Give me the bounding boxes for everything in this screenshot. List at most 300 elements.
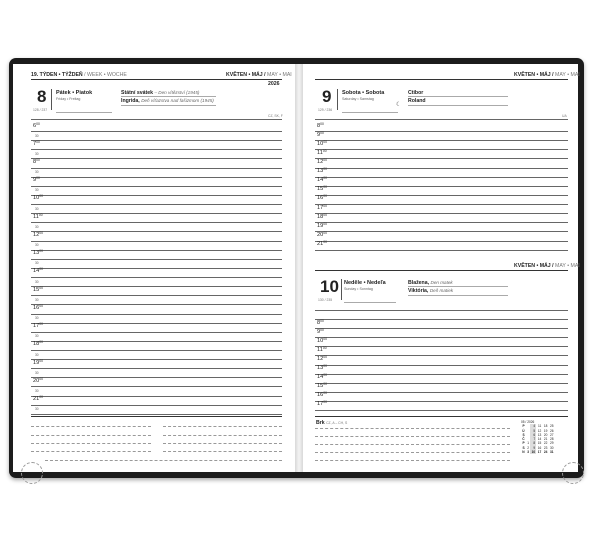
hour-number: 10 (317, 140, 324, 147)
hour-line (31, 332, 282, 333)
hour-number: 7 (33, 140, 37, 147)
hour-line (31, 405, 282, 406)
day-of-year: 128 / 237 (33, 108, 48, 112)
hour-number: 21 (317, 241, 324, 248)
hour-number: 16 (317, 195, 324, 202)
calendar-day: 8 (530, 441, 536, 445)
month-label-sunday-light: MAY • MAI (555, 263, 580, 269)
hour-minutes: 00 (323, 382, 328, 387)
note-line (45, 460, 282, 461)
hour-line (315, 222, 568, 223)
hour-number: 20 (33, 377, 40, 384)
hour-label-11 (317, 148, 327, 157)
calendar-day: 11 (537, 424, 542, 429)
hour-label-11 (317, 345, 327, 354)
sat-name-day-2: Roland (408, 98, 426, 104)
hour-number: 12 (317, 355, 324, 362)
calendar-day: 16 (537, 445, 542, 450)
hour-minutes: 00 (36, 157, 40, 162)
month-label-sunday (514, 263, 580, 269)
hour-label-19 (33, 358, 44, 367)
sun-name-rule (344, 302, 396, 303)
half-hour-mark: 30 (35, 261, 39, 266)
calendar-day: 30 (550, 445, 554, 450)
hour-line (315, 328, 568, 329)
weekday-label: Č (522, 437, 525, 442)
month-label-left (226, 72, 292, 78)
day-name-sub: Friday • Freitag (56, 97, 81, 101)
hour-number: 11 (317, 346, 323, 353)
hour-line (31, 168, 282, 169)
sat-name-day-1: Ctibor (408, 90, 424, 96)
hour-line (315, 204, 568, 205)
calendar-day: 23 (543, 445, 548, 450)
hour-minutes: 00 (323, 212, 328, 217)
hour-label-20 (317, 230, 328, 239)
header-bottom-rule (31, 119, 282, 120)
half-hour-mark: 30 (35, 297, 39, 302)
sun-note-2: Deň matiek (429, 288, 454, 293)
half-hour-line (31, 140, 282, 141)
sun-divider (341, 279, 342, 300)
hour-label-17 (317, 203, 328, 212)
sun-name-day-2 (408, 288, 453, 294)
calendar-day: 27 (550, 432, 554, 437)
hour-number: 15 (33, 286, 40, 293)
half-hour-line (31, 359, 282, 360)
hour-line (315, 337, 568, 338)
half-hour-line (31, 231, 282, 232)
hour-line (31, 204, 282, 205)
hour-number: 18 (33, 341, 40, 348)
hour-minutes: 00 (320, 318, 324, 323)
calendar-day: 2 (527, 445, 529, 450)
hour-label-17 (317, 402, 327, 408)
hour-minutes: 00 (323, 240, 328, 245)
hour-minutes: 00 (320, 327, 324, 332)
calendar-day: 9 (530, 446, 536, 450)
hour-number: 8 (33, 158, 37, 165)
hour-label-17 (33, 324, 43, 330)
calendar-day: 25 (550, 424, 554, 429)
month-label-right-light: MAY • MAI (555, 72, 580, 78)
sat-rule-1 (408, 96, 508, 97)
hour-number: 8 (317, 122, 321, 129)
sun-name-2: Viktória, (408, 288, 429, 294)
hour-label-8 (317, 318, 324, 327)
hour-minutes: 00 (320, 130, 324, 135)
note-line (315, 452, 510, 453)
hour-line (315, 213, 568, 214)
hour-minutes: 00 (39, 230, 44, 235)
hour-number: 14 (33, 268, 40, 275)
bottom-tag: CZ, A – CH, S (326, 421, 348, 425)
half-hour-mark: 30 (35, 334, 39, 339)
calendar-day: 24 (543, 450, 548, 455)
hour-minutes: 00 (323, 139, 328, 144)
year-label: 2026 (268, 81, 280, 87)
hour-line (315, 410, 568, 411)
hour-minutes: 00 (323, 391, 328, 396)
day-name-saturday: Sobota • Sobota (342, 90, 385, 96)
hour-label-15 (317, 187, 327, 193)
hour-minutes: 00 (323, 194, 328, 199)
calendar-day: 4 (530, 424, 536, 428)
note-line (315, 436, 510, 437)
header-rule-left (31, 79, 282, 80)
hour-number: 9 (317, 131, 321, 138)
calendar-day: 21 (543, 437, 548, 442)
mini-calendar-row (521, 450, 555, 454)
calendar-day: 15 (537, 441, 542, 446)
hour-label-15 (317, 384, 327, 390)
holiday-rule-2 (121, 105, 216, 106)
hour-label-21 (33, 397, 43, 403)
country-tag: CZ, SK, F (268, 114, 283, 118)
note-line (163, 443, 282, 444)
hour-minutes: 00 (323, 157, 328, 162)
day-number-9: 9 (322, 87, 332, 106)
hour-label-9 (33, 178, 40, 184)
hour-line (31, 241, 282, 242)
hour-label-12 (317, 354, 328, 363)
hour-label-16 (317, 393, 327, 399)
hour-line (31, 259, 282, 260)
day-number-8: 8 (37, 87, 47, 106)
half-hour-line (31, 304, 282, 305)
hour-line (315, 250, 568, 251)
hour-line (315, 231, 568, 232)
hour-line (31, 295, 282, 296)
hour-minutes: 00 (323, 167, 328, 172)
hour-minutes: 00 (36, 176, 40, 181)
month-label-light: MAY • MAI (267, 72, 292, 78)
hour-minutes: 00 (323, 203, 328, 208)
hour-label-11 (33, 212, 43, 221)
sat-header-bottom-rule (315, 119, 568, 120)
half-hour-mark: 30 (35, 370, 39, 375)
half-hour-line (31, 176, 282, 181)
calendar-day: 3 (527, 450, 529, 455)
note-line (315, 444, 510, 445)
hour-minutes: 00 (36, 139, 40, 144)
weekday-label: Ú (522, 428, 525, 433)
sun-header-bottom-rule (315, 310, 568, 311)
day-of-year-sun: 130 / 235 (318, 298, 333, 302)
calendar-day: 20 (543, 432, 548, 437)
hour-line (31, 277, 282, 278)
note-line (163, 451, 282, 452)
weekday-label: N (522, 450, 525, 455)
hour-number: 18 (317, 213, 324, 220)
calendar-day: 17 (537, 450, 542, 455)
hour-minutes: 00 (39, 358, 44, 363)
hour-minutes: 00 (323, 230, 328, 235)
hour-label-6 (33, 121, 40, 130)
calendar-day: 22 (543, 441, 548, 446)
weekday-label: S (522, 445, 525, 450)
hour-line (31, 186, 282, 187)
hour-minutes: 00 (323, 185, 328, 190)
holiday-rule-1 (121, 96, 216, 97)
note-line (315, 460, 510, 461)
hour-line (315, 319, 568, 320)
hour-label-14 (317, 375, 327, 381)
header-rule-right (315, 79, 568, 80)
hour-minutes: 00 (39, 303, 44, 308)
hour-minutes: 00 (323, 364, 328, 368)
note-line (31, 426, 151, 427)
day-of-year-sat: 129 / 236 (318, 108, 333, 112)
holiday-title-note: – Den vítězství (1945) (154, 90, 200, 95)
calendar-day: 19 (543, 428, 548, 433)
hour-line (315, 355, 568, 356)
bottom-name-day (316, 420, 347, 426)
sun-rule-2 (408, 295, 508, 296)
hour-number: 12 (317, 158, 324, 165)
hour-label-12 (33, 230, 44, 239)
hour-number: 21 (33, 396, 40, 403)
hour-label-10 (317, 336, 328, 345)
hour-label-19 (317, 221, 328, 230)
half-hour-mark: 30 (35, 388, 39, 393)
hour-minutes: 00 (39, 395, 44, 400)
hour-number: 20 (317, 231, 324, 238)
hour-minutes: 00 (36, 121, 40, 126)
hour-number: 16 (33, 304, 40, 311)
hour-line (31, 222, 282, 223)
moon-phase-icon: ☾ (396, 102, 402, 108)
month-label-right (514, 72, 580, 78)
left-corner-mark (21, 462, 43, 484)
notes-top-rule-right (315, 416, 568, 417)
hour-number: 15 (317, 186, 324, 193)
hour-minutes: 00 (322, 148, 327, 153)
sat-name-rule (342, 112, 398, 113)
hour-line (31, 314, 282, 315)
hour-label-12 (317, 157, 328, 166)
name-day-text: Ingrida, (121, 98, 140, 104)
sat-rule-2 (408, 105, 508, 106)
calendar-day: 31 (550, 450, 554, 455)
hour-number: 6 (33, 122, 37, 129)
calendar-day: 18 (543, 424, 548, 429)
hour-label-10 (33, 196, 43, 202)
mini-calendar-table (521, 424, 555, 454)
hour-label-13 (317, 366, 327, 372)
note-line (31, 435, 151, 436)
hour-number: 19 (317, 222, 324, 229)
weekday-label: S (522, 432, 525, 437)
weekday-label: P (522, 424, 525, 429)
hour-line (31, 350, 282, 351)
hour-number: 13 (317, 168, 324, 175)
hour-number: 16 (317, 392, 324, 399)
hour-label-18 (33, 342, 43, 348)
hour-minutes: 00 (39, 249, 44, 254)
hour-minutes: 00 (323, 336, 328, 341)
day-name-friday: Pátek • Piatok (56, 90, 93, 96)
calendar-day: 29 (550, 441, 554, 446)
hour-line (315, 140, 568, 141)
note-line (315, 428, 510, 429)
month-label-right-bold: KVĚTEN • MÁJ / (514, 72, 554, 78)
half-hour-mark: 30 (35, 133, 39, 138)
hour-number: 14 (317, 374, 324, 381)
sat-divider (337, 89, 338, 110)
hour-minutes: 00 (322, 345, 327, 350)
hour-number: 9 (317, 328, 321, 335)
half-hour-line (31, 286, 282, 287)
calendar-day: 14 (537, 437, 542, 442)
hour-minutes: 00 (323, 354, 328, 359)
hour-number: 9 (33, 177, 37, 184)
hour-number: 17 (317, 401, 324, 408)
note-line (31, 443, 151, 444)
half-hour-line (31, 414, 282, 415)
hour-label-15 (33, 285, 44, 294)
note-line (163, 426, 282, 427)
half-hour-mark: 30 (35, 407, 39, 412)
half-hour-line (31, 158, 282, 159)
hour-number: 13 (33, 250, 40, 257)
hour-number: 14 (317, 177, 324, 184)
half-hour-mark: 30 (35, 316, 39, 321)
name-day (121, 98, 214, 104)
hour-minutes: 00 (39, 285, 44, 290)
calendar-day: 28 (550, 437, 554, 442)
hour-label-14 (317, 178, 327, 184)
half-hour-line (31, 377, 282, 378)
hour-minutes: 00 (320, 121, 324, 126)
weekday-label: P (522, 441, 525, 446)
hour-label-9 (317, 130, 324, 139)
hour-label-18 (317, 212, 328, 221)
half-hour-mark: 30 (35, 151, 39, 156)
half-hour-mark: 30 (35, 170, 39, 175)
note-line (31, 451, 151, 452)
hour-label-10 (317, 139, 328, 148)
hour-label-20 (33, 376, 44, 385)
sat-country-tag: UA (562, 114, 567, 118)
day-name-sub-sun: Sunday • Sonntag (344, 287, 373, 291)
calendar-day: 26 (550, 428, 554, 433)
hour-minutes: 00 (39, 376, 44, 381)
hour-line (31, 386, 282, 387)
hour-minutes: 00 (39, 322, 44, 327)
mini-calendar-title: 05 / 2026 (521, 420, 535, 424)
sun-name-1: Blažena, (408, 280, 430, 286)
name-day-note: Deň víťazstva nad fašizmom (1945) (141, 98, 214, 103)
sun-rule-1 (408, 286, 508, 287)
half-hour-line (31, 213, 282, 214)
right-corner-mark (562, 462, 584, 484)
half-hour-mark: 30 (35, 188, 39, 193)
hour-minutes: 00 (39, 340, 44, 345)
holiday-title-text: Státní svátek (121, 90, 154, 96)
hour-label-16 (317, 196, 327, 202)
hour-minutes: 00 (38, 212, 43, 217)
hour-label-7 (33, 139, 40, 148)
hour-number: 11 (33, 213, 39, 220)
hour-minutes: 00 (323, 400, 328, 405)
day-name-sub-sat: Saturday • Samstag (342, 97, 374, 101)
hour-line (315, 131, 568, 132)
note-line (163, 435, 282, 436)
hour-number: 12 (33, 231, 40, 238)
hour-line (315, 158, 568, 159)
hour-line (31, 368, 282, 369)
hour-number: 13 (317, 365, 324, 371)
sunday-header-rule (315, 270, 568, 271)
hour-line (31, 149, 282, 150)
half-hour-mark: 30 (35, 243, 39, 248)
half-hour-mark: 30 (35, 206, 39, 211)
hour-minutes: 00 (323, 373, 328, 378)
hour-minutes: 00 (323, 176, 328, 181)
hour-number: 17 (33, 323, 40, 330)
day-name-rule (56, 112, 112, 113)
hour-number: 19 (33, 359, 40, 366)
mini-calendar (521, 420, 555, 454)
hour-line (315, 149, 568, 150)
day-name-sunday: Neděle • Nedeľa (344, 280, 386, 286)
hour-minutes: 00 (323, 221, 328, 226)
calendar-day: 13 (537, 432, 542, 437)
half-hour-mark: 30 (35, 224, 39, 229)
hour-line (31, 131, 282, 132)
hour-number: 15 (317, 383, 324, 390)
hour-label-14 (33, 269, 43, 275)
calendar-day: 5 (530, 429, 536, 433)
hour-number: 17 (317, 204, 324, 211)
hour-number: 8 (317, 319, 321, 326)
half-hour-mark: 30 (35, 352, 39, 357)
hour-line (315, 365, 568, 366)
half-hour-mark: 30 (35, 279, 39, 284)
notes-top-rule (31, 416, 282, 417)
hour-label-9 (317, 327, 324, 336)
day-divider (51, 89, 52, 110)
page-gutter (295, 64, 303, 472)
hour-number: 11 (317, 149, 323, 156)
bottom-name: Brk (316, 420, 325, 426)
hour-label-13 (317, 169, 327, 175)
calendar-day: 6 (530, 433, 536, 437)
hour-label-8 (33, 157, 40, 166)
calendar-day: 7 (530, 437, 536, 441)
calendar-day: 10 (531, 450, 536, 455)
hour-label-13 (33, 251, 43, 257)
month-label-bold: KVĚTEN • MÁJ / (226, 72, 266, 78)
week-label-light: / WEEK • WOCHE (84, 72, 127, 78)
calendar-day: 12 (537, 428, 542, 433)
hour-minutes: 00 (39, 267, 44, 272)
sun-note-1: Den matek (430, 280, 453, 285)
day-number-10: 10 (320, 277, 339, 296)
hour-minutes: 00 (39, 194, 44, 199)
hour-label-21 (317, 242, 327, 248)
month-label-sunday-bold: KVĚTEN • MÁJ / (514, 263, 554, 269)
week-label (31, 72, 127, 78)
calendar-day: 1 (527, 441, 529, 446)
hour-label-16 (33, 303, 44, 312)
hour-label-8 (317, 121, 324, 130)
hour-number: 10 (317, 337, 324, 344)
hour-number: 10 (33, 195, 40, 202)
hour-line (315, 346, 568, 347)
week-label-bold: 19. TÝDEN • TÝŽDEŇ (31, 72, 83, 78)
